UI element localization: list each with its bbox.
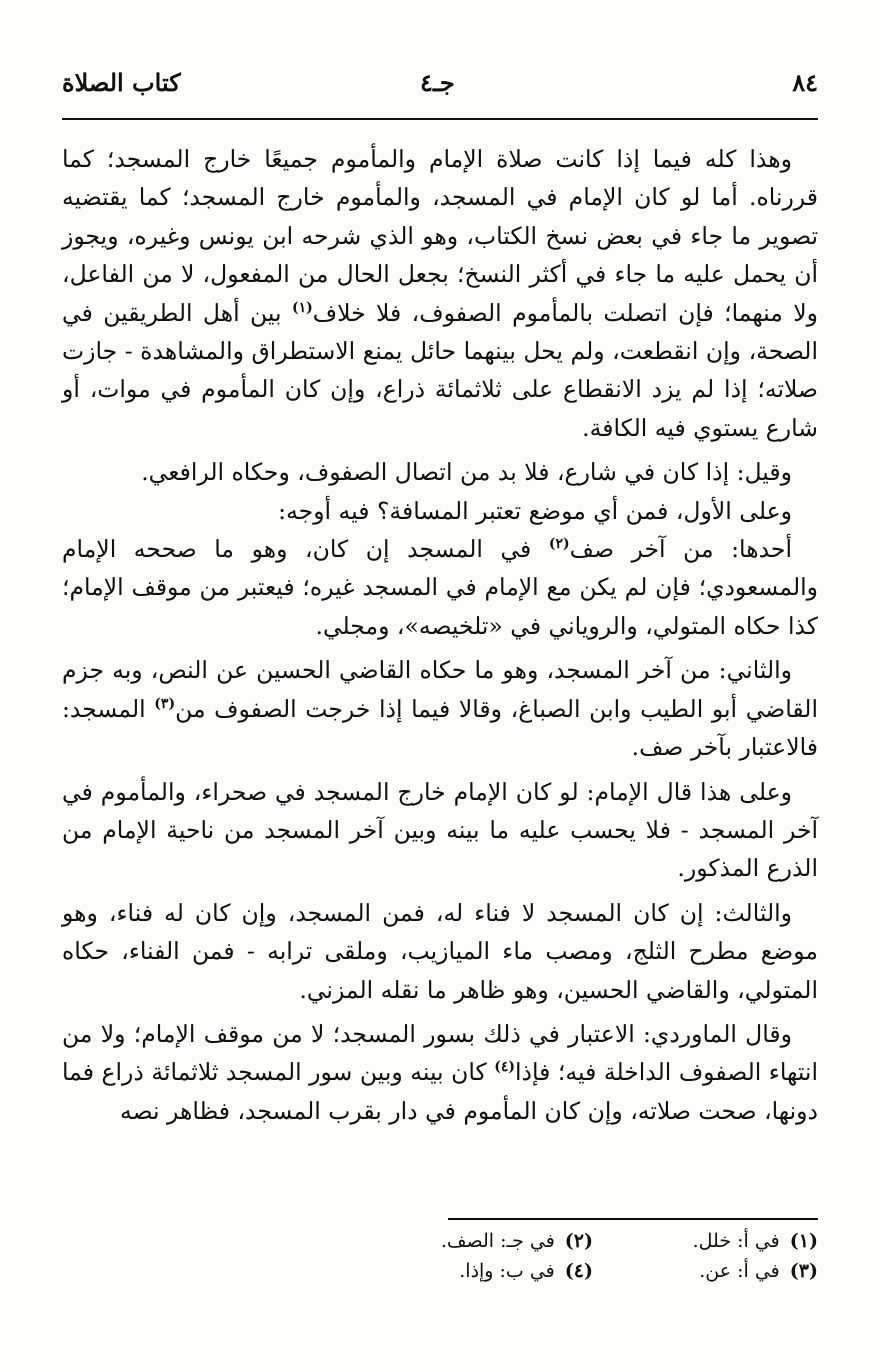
paragraph: وقيل: إذا كان في شارع، فلا بد من اتصال الصفوف، وحكاه الرافعي.: [141, 458, 792, 487]
footnote-marker: (٢): [548, 536, 570, 553]
paragraph-text: في المسجد إن كان، وهو ما صححه الإمام والمسعودي؛ فإن لم يكن مع الإمام في المسجد غيره؛ فيعتبر من موقف الإمام؛ كذا حكاه المتولي، والروياني في «تلخيصه»، ومجلي.: [62, 535, 818, 640]
footnote: [699, 1260, 818, 1282]
footnote-text: في ب: وإذا.: [459, 1260, 555, 1282]
footnote-rule: [448, 1218, 818, 1220]
paragraph: وهذا كله فيما إذا كانت صلاة الإمام والمأموم جميعًا خارج المسجد؛ كما قررناه. أما لو كان الإمام في المسجد، والمأموم خارج المسجد؛ كما يقتضيه تصوير ما جاء في بعض نسخ الكتاب، وهو الذي شرحه ابن يونس وغيره، ويجوز أن يحمل عليه ما جاء في أكثر النسخ؛ بجعل الحال من المفعول، لا من الفاعل، ولا منهما؛ فإن اتصلت بالمأموم الصفوف، فلا خلاف$^{(١)}$ بين أهل الطريقين في الصحة، وإن انقطعت، ولم يحل بينهما حائل يمنع الاستطراق والمشاهدة - جازت صلاته؛ إذا لم يزد الانقطاع على ثلاثمائة ذراع، وإن كان المأموم في موات، أو شارع يستوي فيه الكافة.: [62, 145, 818, 442]
footnote-marker: (٤): [494, 1059, 516, 1076]
footnote-text: في أ: عن.: [699, 1260, 780, 1282]
paragraph: وعلى هذا قال الإمام: لو كان الإمام خارج المسجد في صحراء، والمأموم في آخر المسجد - فلا يحسب عليه ما بينه وبين آخر المسجد من ناحية الإمام من الذرع المذكور.: [62, 777, 818, 883]
paragraph: والثالث: إن كان المسجد لا فناء له، فمن المسجد، وإن كان له فناء، وهو موضع مطرح الثلج، ومصب ماء الميازيب، وملقى ترابه - فمن الفناء، حكاه المتولي، والقاضي الحسين، وهو ظاهر ما نقله المزني.: [62, 898, 818, 1004]
footnote-number: (٤): [564, 1260, 593, 1282]
header-rule: [62, 118, 818, 120]
footnote: [441, 1230, 593, 1252]
footnote: [693, 1230, 818, 1252]
footnote-number: (١): [789, 1230, 818, 1252]
footnote: [459, 1260, 593, 1282]
paragraph: وعلى الأول، فمن أي موضع تعتبر المسافة؟ فيه أوجه:: [278, 496, 792, 525]
paragraph: [62, 530, 818, 645]
footnote-text: في جـ: الصف.: [440, 1230, 555, 1252]
paragraph-text: كان بينه وبين سور المسجد ثلاثمائة ذراع فما دونها، صحت صلاته، وإن كان المأموم في دار بقرب المسجد، فظاهر نصه: [62, 1058, 818, 1125]
footnote-number: (٣): [789, 1260, 818, 1282]
paragraph-text: والثاني: من آخر المسجد، وهو ما حكاه القاضي الحسين عن النص، وبه جزم القاضي أبو الطيب وابن الصباغ، وقالا فيما إذا خرجت الصفوف من: [62, 656, 818, 723]
page-header: [62, 62, 818, 102]
footnote-number: (٢): [564, 1230, 593, 1252]
paragraph: [62, 1015, 818, 1130]
footnote-text: في أ: خلل.: [692, 1230, 780, 1252]
paragraph-text: أحدها: من آخر صف: [569, 535, 792, 564]
page-number: ٨٤: [792, 68, 818, 97]
paragraph-text: وقال الماوردي: الاعتبار في ذلك بسور المسجد؛ لا من موقف الإمام؛ ولا من انتهاء الصفوف الداخلة فيه؛ فإذا: [62, 1019, 819, 1087]
book-title: كتاب الصلاة: [62, 68, 181, 97]
paragraph-text: المسجد: فالاعتبار بآخر صف.: [62, 694, 818, 762]
main-text: [62, 140, 818, 1136]
footnote-marker: (١): [291, 299, 313, 316]
footnotes: [62, 1230, 818, 1300]
footnote-marker: (٣): [154, 695, 176, 712]
volume-label: جـ٤: [420, 68, 455, 97]
paragraph: [62, 651, 818, 766]
